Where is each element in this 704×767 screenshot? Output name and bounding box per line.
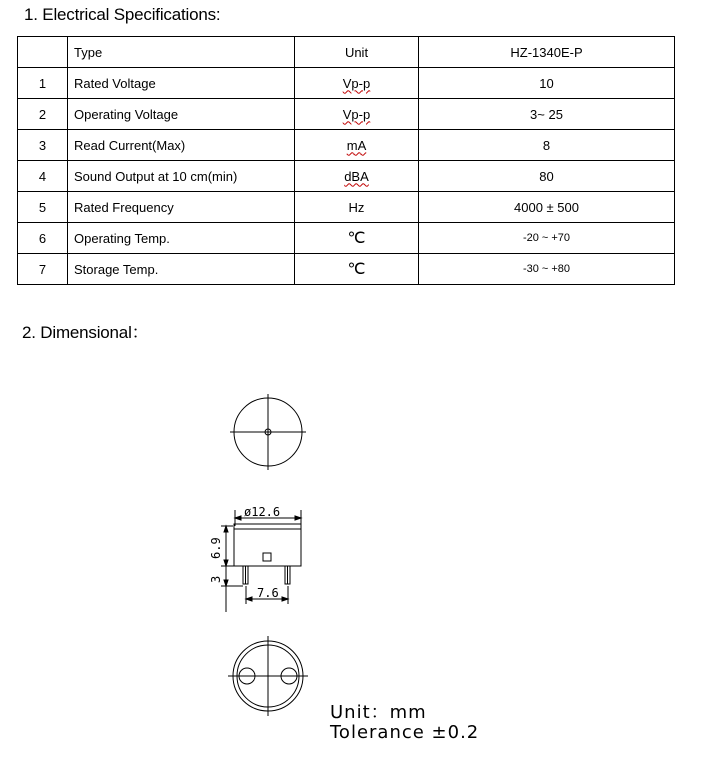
row-type: Rated Frequency	[68, 192, 295, 223]
table-row	[18, 223, 675, 254]
spec-table	[17, 36, 675, 285]
row-no: 7	[18, 254, 68, 285]
row-no: 1	[18, 68, 68, 99]
height-label: 6.9	[209, 537, 223, 559]
row-value: 8	[419, 130, 675, 161]
row-unit: Vp-p	[342, 106, 371, 122]
table-row	[18, 130, 675, 161]
table-row	[18, 254, 675, 285]
table-header-row	[18, 37, 675, 68]
row-value: 10	[419, 68, 675, 99]
diameter-label: ø12.6	[244, 505, 281, 519]
row-unit: Hz	[295, 192, 419, 223]
row-value: 4000 ± 500	[419, 192, 675, 223]
row-unit: ℃	[295, 223, 419, 254]
top-view	[230, 394, 306, 470]
header-type: Type	[68, 37, 295, 68]
row-type: Operating Voltage	[68, 99, 295, 130]
row-no: 2	[18, 99, 68, 130]
pin-length-label: 3	[209, 575, 223, 583]
row-unit: ℃	[295, 254, 419, 285]
unit-note: Unit：mm	[330, 702, 427, 723]
pin-spacing-label: 7.6	[257, 586, 279, 600]
section-title-electrical: 1. Electrical Specifications:	[24, 5, 221, 24]
table-row	[18, 161, 675, 192]
row-value: 3~ 25	[419, 99, 675, 130]
row-type: Sound Output at 10 cm(min)	[68, 161, 295, 192]
section-title-dimensional: 2. Dimensional：	[22, 323, 149, 342]
tolerance-note: Tolerance ±0.2	[330, 722, 480, 743]
row-no: 5	[18, 192, 68, 223]
row-type: Storage Temp.	[68, 254, 295, 285]
row-value: -20 ~ +70	[419, 223, 675, 254]
bottom-view	[228, 636, 308, 716]
header-no	[18, 37, 68, 68]
table-row	[18, 68, 675, 99]
row-unit: dBA	[344, 168, 369, 184]
dimensional-drawing	[0, 380, 704, 720]
row-unit: Vp-p	[342, 75, 371, 91]
row-type: Rated Voltage	[68, 68, 295, 99]
row-value: 80	[419, 161, 675, 192]
table-row	[18, 99, 675, 130]
row-no: 4	[18, 161, 68, 192]
row-type: Read Current(Max)	[68, 130, 295, 161]
header-model: HZ-1340E-P	[419, 37, 675, 68]
row-value: -30 ~ +80	[419, 254, 675, 285]
header-unit: Unit	[295, 37, 419, 68]
row-no: 6	[18, 223, 68, 254]
row-type: Operating Temp.	[68, 223, 295, 254]
row-unit: mA	[346, 137, 367, 153]
row-no: 3	[18, 130, 68, 161]
table-row	[18, 192, 675, 223]
